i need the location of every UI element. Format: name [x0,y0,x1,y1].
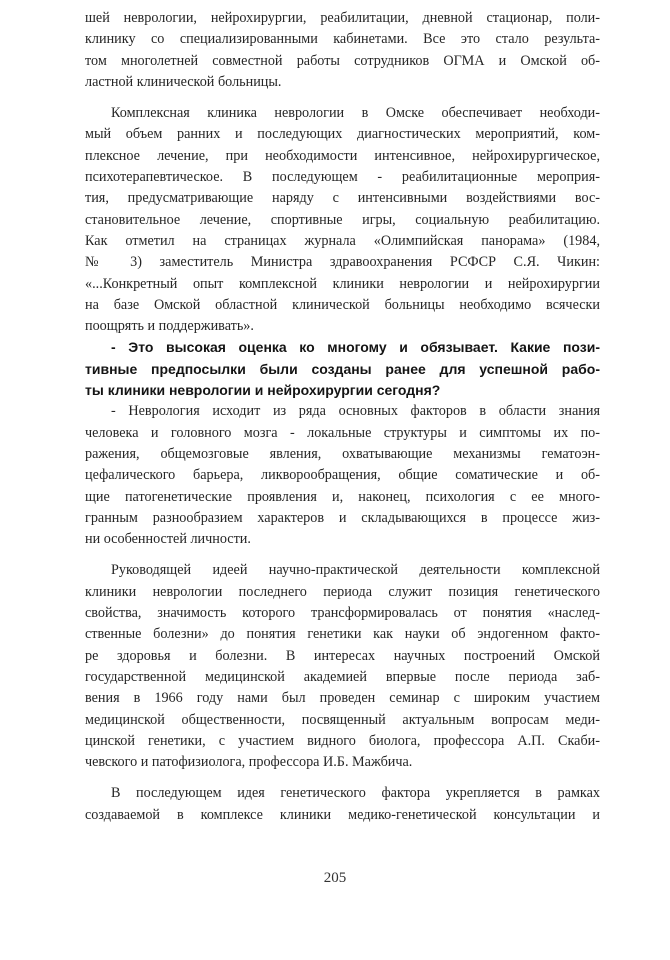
text-line: ре здоровья и болезни. В интересах научных построений Омской [85,647,600,664]
text-line: В последующем идея генетического фактора укрепляется в рамках [111,785,600,802]
paragraph-2 [85,103,600,337]
text-line: государственной медицинской академией впервые после периода заб- [85,668,600,685]
text-line: цефалического барьера, ликворообращения, общие соматические и об- [85,467,600,484]
text-line: Комплексная клиника неврологии в Омске обеспечивает необходи- [111,105,600,122]
text-line: психотерапевтическое. В последующем - реабилитационные мероприя- [85,169,600,186]
question-line: тивные предпосылки были созданы ранее для успешной рабо- [85,360,600,377]
page-number: 205 [323,870,347,886]
text-line: поощрять и поддерживать». [85,318,254,335]
text-line: Как отметил на страницах журнала «Олимпийская панорама» (1984, [85,232,600,249]
text-line: ластной клинической больницы. [85,73,282,90]
text-line: гранным разнообразием характеров и складывающихся в процессе жиз- [85,509,600,526]
text-line: цинской генетики, с участием видного биолога, профессора А.П. Скаби- [85,732,600,749]
text-line: человека и головного мозга - локальные структуры и симптомы их по- [85,424,600,441]
question-paragraph [85,337,600,401]
text-line: том многолетней совместной работы сотрудников ОГМА и Омской об- [85,52,600,69]
text-line: № 3) заместитель Министра здравоохранения РСФСР С.Я. Чикин: [85,254,600,271]
text-line: щие патогенетические проявления и, наконец, психология с ее много- [85,488,600,505]
text-line: медицинской общественности, посвященный актуальным вопросам меди- [85,711,600,728]
paragraph-6 [85,783,600,826]
text-line: вения в 1966 году нами был проведен семинар с широким участием [85,690,600,707]
answer-paragraph [85,401,600,550]
text-line: ственные болезни» до понятия генетики как науки об эндогенном факто- [85,626,600,643]
text-line: - Неврология исходит из ряда основных факторов в области знания [111,403,600,420]
text-line: ни особенностей личности. [85,531,251,548]
text-line: чевского и патофизиолога, профессора И.Б. Мажбича. [85,754,413,771]
text-line: ражения, общемозговые явления, охватывающие механизмы гематоэн- [85,445,600,462]
text-line: свойства, значимость которого трансформировалась от понятия «наслед- [85,605,600,622]
text-line: тия, предусматривающие наряду с интенсивными воздействиями вос- [85,190,600,207]
text-line: клинику со специализированными кабинетами. Все это стало результа- [85,31,600,48]
paragraph-1 [85,8,600,93]
body-text [85,8,600,826]
text-line: становительное лечение, спортивные игры, социальную реабилитацию. [85,211,600,228]
paragraph-5 [85,560,600,773]
text-line: плексное лечение, при необходимости интенсивное, нейрохирургическое, [85,147,600,164]
text-line: «...Конкретный опыт комплексной клиники неврологии и нейрохирургии [85,275,600,292]
text-line: шей неврологии, нейрохирургии, реабилитации, дневной стационар, поли- [85,10,600,26]
text-line: клиники неврологии последнего периода служит позиция генетического [85,583,600,600]
question-line: ты клиники неврологии и нейрохирургии сегодня? [85,382,441,399]
text-line: мый объем ранних и последующих диагностических мероприятий, ком- [85,126,600,143]
text-line: создаваемой в комплексе клиники медико-генетической консультации и [85,806,600,823]
question-line: - Это высокая оценка ко многому и обязывает. Какие пози- [111,339,600,356]
text-line: Руководящей идеей научно-практической деятельности комплексной [111,562,600,579]
text-line: на базе Омской областной клинической больницы необходимо всячески [85,296,600,313]
